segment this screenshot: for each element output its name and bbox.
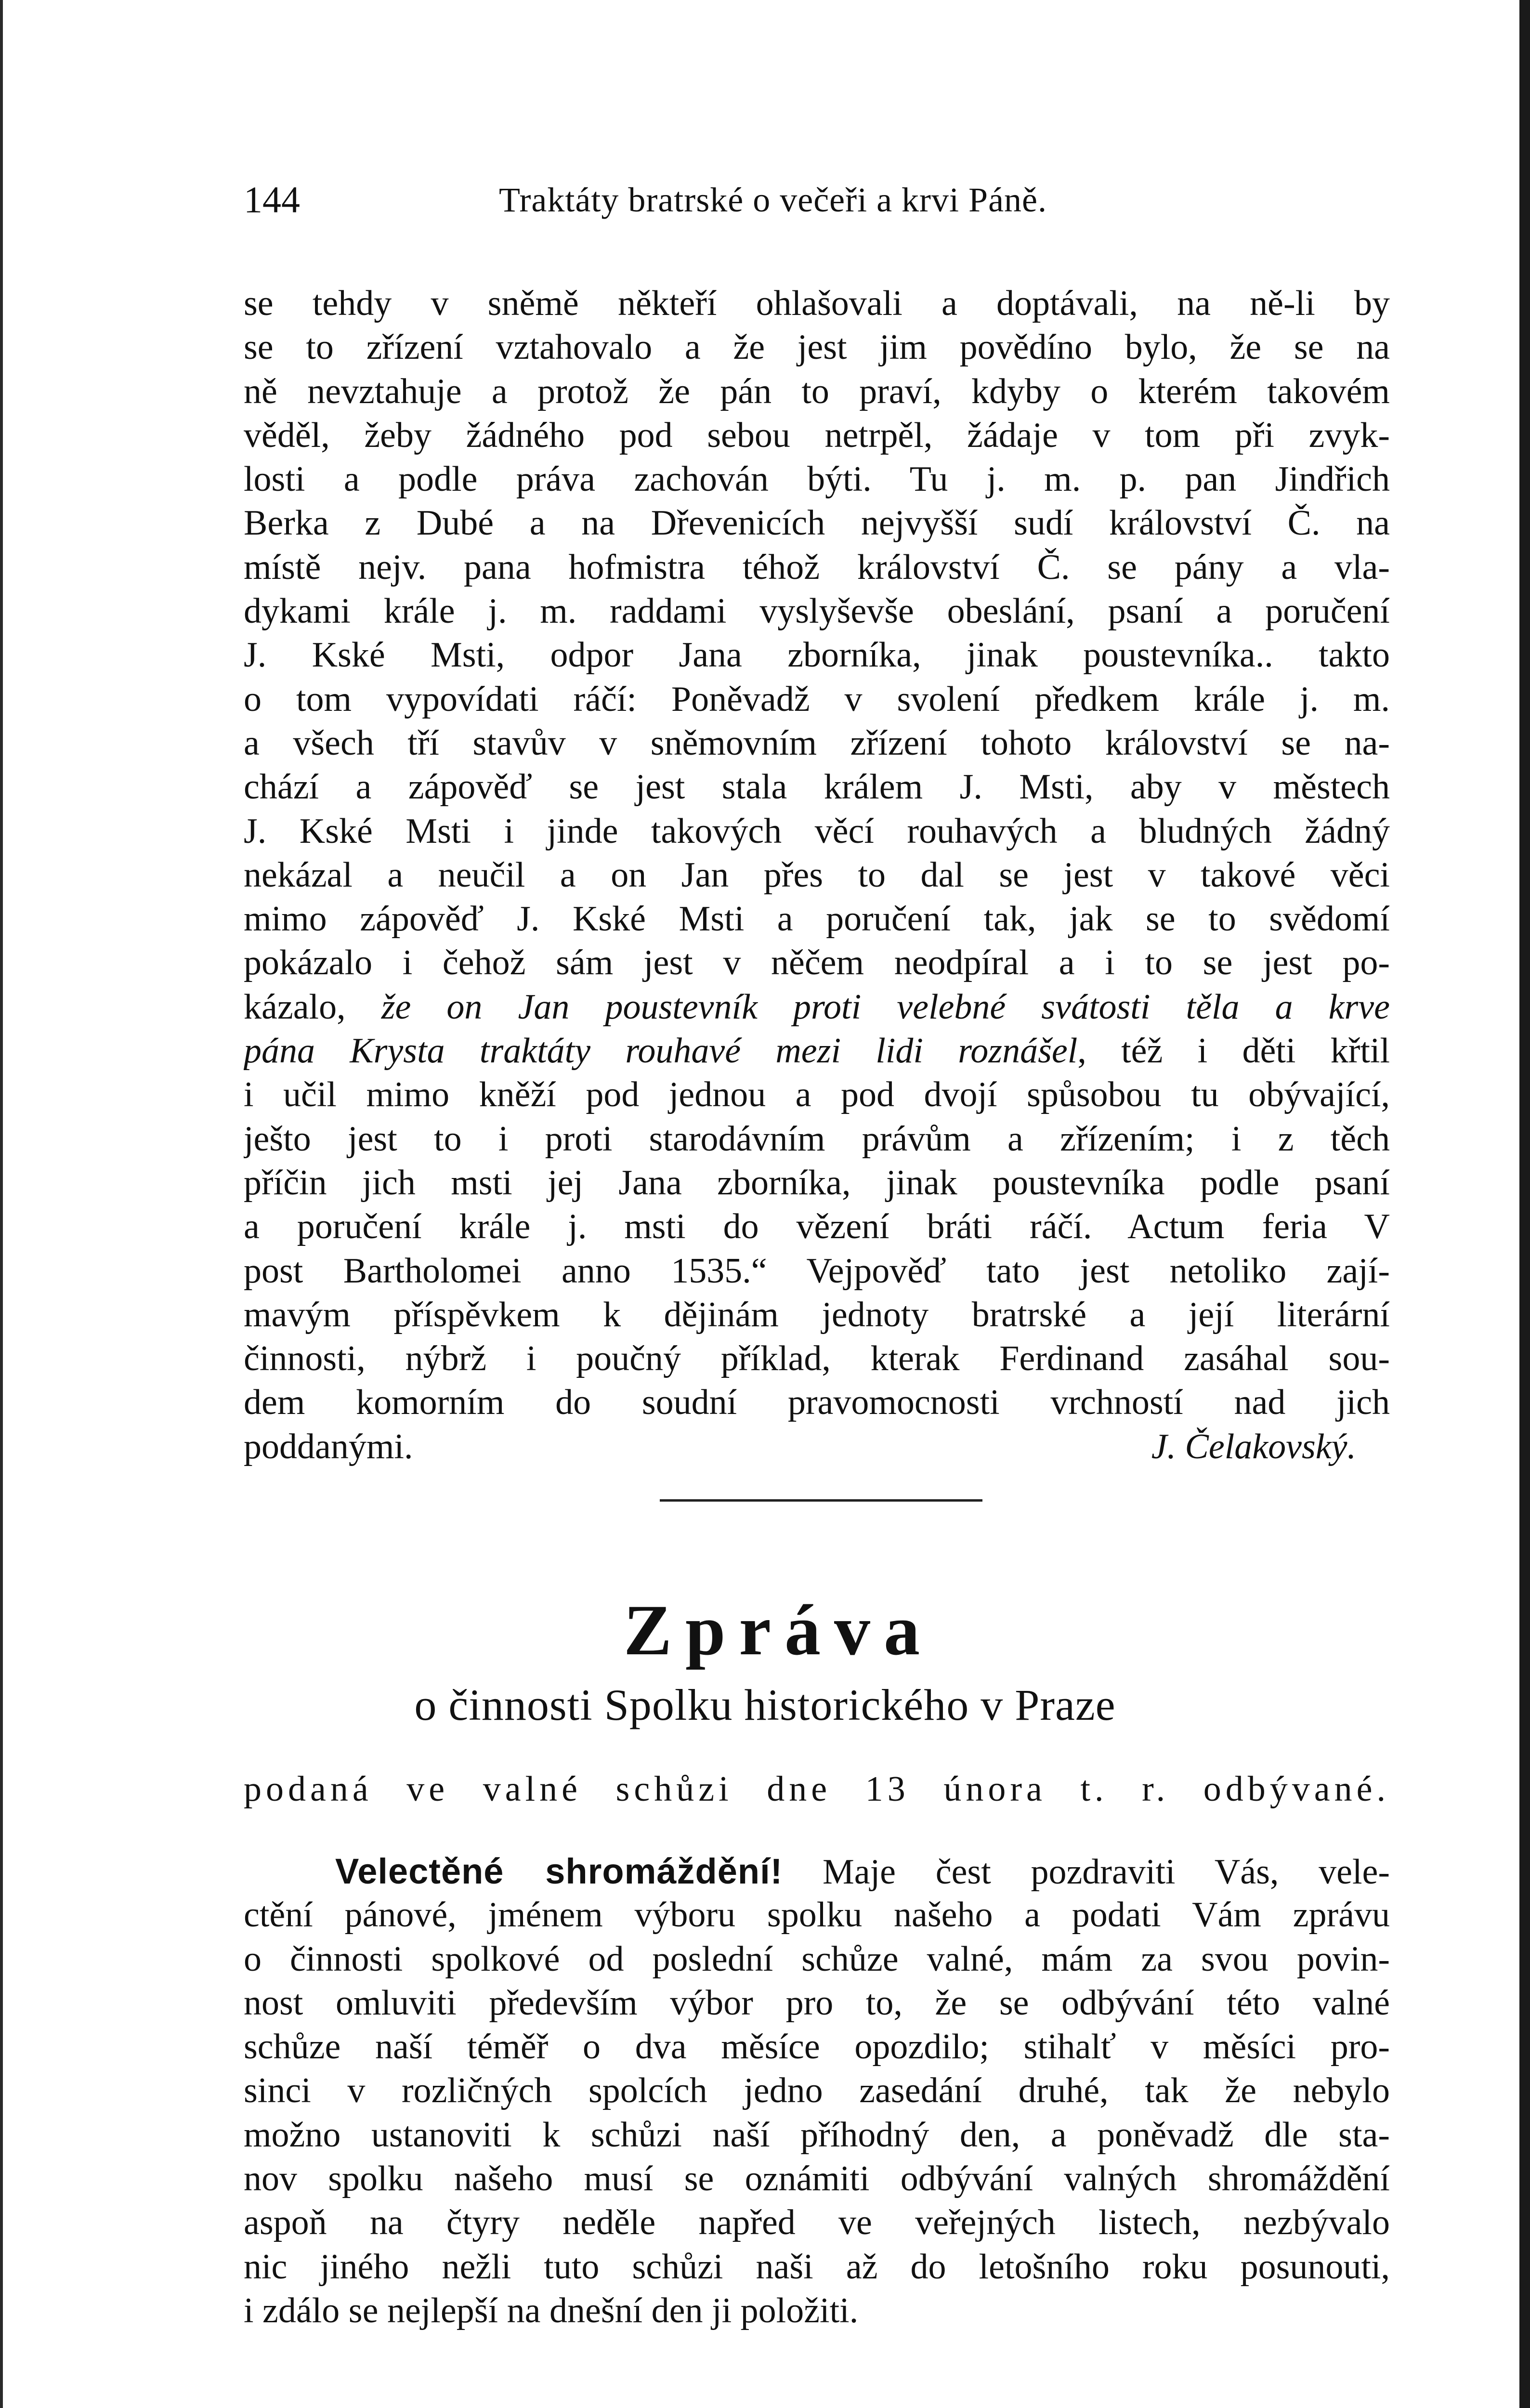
text-line: o tom vypovídati ráčí: Poněvadž v svolení předkem krále j. m. (244, 679, 1390, 719)
text-line: post Bartholomei anno 1535.“ Vejpověď tato jest netoliko zají- (244, 1251, 1390, 1291)
italic-run: že on Jan poustevník proti velebné svátosti těla a krve (381, 987, 1390, 1027)
text-line: nekázal a neučil a on Jan přes to dal se jest v takové věci (244, 855, 1390, 895)
text-line: nost omluviti především výbor pro to, že se odbývání této valné (244, 1983, 1390, 2023)
text-line: dykami krále j. m. raddami vyslyševše obeslání, psaní a poručení (244, 591, 1390, 631)
text-line: dem komorním do soudní pravomocnosti vrchností nad jich (244, 1383, 1390, 1423)
text-line: o činnosti spolkové od poslední schůze valné, mám za svou povin- (244, 1939, 1390, 1979)
text-line: Berka z Dubé a na Dřevenicích nejvyšší sudí království Č. na (244, 503, 1390, 543)
section-continuation (244, 282, 1390, 1469)
text-line: aspoň na čtyry neděle napřed ve veřejných listech, nezbývalo (244, 2203, 1390, 2243)
text-line: ně nevztahuje a protož že pán to praví, kdyby o kterém takovém (244, 371, 1390, 411)
text-line: místě nejv. pana hofmistra téhož království Č. se pány a vla- (244, 547, 1390, 587)
text-line: nic jiného nežli tuto schůzi naši až do letošního roku posunouti, (244, 2247, 1390, 2287)
scan-edge-left (0, 0, 3, 2408)
page-number: 144 (244, 179, 300, 221)
section-report (244, 1849, 1390, 2333)
text-line-mixed (244, 1029, 1390, 1073)
text-line-mixed (244, 985, 1390, 1029)
italic-run: pána Krysta traktáty rouhavé mezi lidi roznášel (244, 1031, 1078, 1071)
running-title: Traktáty bratrské o večeři a krvi Páně. (499, 181, 1047, 219)
text-line: nov spolku našeho musí se oznámiti odbývání valných shromáždění (244, 2159, 1390, 2199)
text-line: činnosti, nýbrž i poučný příklad, kterak Ferdinand zasáhal sou- (244, 1339, 1390, 1379)
text-line: mimo zápověď J. Kské Msti a poručení tak, jak se to svědomí (244, 899, 1390, 939)
text-line: a všech tří stavův v sněmovním zřízení tohoto království se na- (244, 723, 1390, 763)
section-title: Zpráva (623, 1590, 934, 1670)
text-run: , též i děti křtil (1077, 1031, 1390, 1071)
scan-edge-right (1519, 0, 1530, 2408)
text-line: mavým příspěvkem k dějinám jednoty bratrské a její literární (244, 1295, 1390, 1335)
section-subtitle: o činnosti Spolku historického v Praze (414, 1680, 1116, 1729)
text-line: losti a podle práva zachován býti. Tu j. m. p. pan Jindřich (244, 459, 1390, 499)
text-line: sinci v rozličných spolcích jedno zasedání druhé, tak že nebylo (244, 2071, 1390, 2111)
text-line: možno ustanoviti k schůzi naší příhodný den, a poněvadž dle sta- (244, 2115, 1390, 2155)
author-signature: J. Čelakovský. (1151, 1426, 1356, 1466)
text-line: chází a zápověď se jest stala králem J. Msti, aby v městech (244, 767, 1390, 807)
text-line: i zdálo se nejlepší na dnešní den ji položiti. (244, 2290, 859, 2330)
text-run: poddanými. (244, 1426, 413, 1466)
text-line: schůze naší téměř o dva měsíce opozdilo; stihalť v měsíci pro- (244, 2027, 1390, 2067)
text-line-lead (244, 1849, 1390, 1893)
running-head (244, 178, 1390, 222)
text-line: J. Kské Msti, odpor Jana zborníka, jinak poustevníka.. takto (244, 635, 1390, 675)
section-note: podaná ve valné schůzi dne 13 února t. r. odbývané. (244, 1769, 1390, 1809)
text-line: se to zřízení vztahovalo a že jest jim povědíno bylo, že se na (244, 327, 1390, 367)
text-line: ješto jest to i proti starodávním právům a zřízením; i z těch (244, 1119, 1390, 1159)
text-line: se tehdy v sněmě někteří ohlašovali a doptávali, na ně-li by (244, 284, 1390, 323)
text-line: a poručení krále j. msti do vězení bráti ráčí. Actum feria V (244, 1207, 1390, 1247)
text-line: i učil mimo kněží pod jednou a pod dvojí spůsobou tu obývající, (244, 1075, 1390, 1115)
text-line: J. Kské Msti i jinde takových věcí rouhavých a bludných žádný (244, 811, 1390, 851)
text-line: ctění pánové, jménem výboru spolku našeho a podati Vám zprávu (244, 1895, 1390, 1935)
closing-line (244, 1425, 1390, 1469)
text-line: příčin jich msti jej Jana zborníka, jinak poustevníka podle psaní (244, 1163, 1390, 1203)
text-run: kázalo, (244, 987, 381, 1027)
text-line: věděl, žeby žádného pod sebou netrpěl, žádaje v tom při zvyk- (244, 415, 1390, 455)
section-divider (660, 1499, 982, 1502)
text-run: Maje čest pozdraviti Vás, vele- (822, 1852, 1390, 1892)
salutation: Velectěné shromáždění! (335, 1851, 783, 1891)
text-line: pokázalo i čehož sám jest v něčem neodpíral a i to se jest po- (244, 943, 1390, 983)
